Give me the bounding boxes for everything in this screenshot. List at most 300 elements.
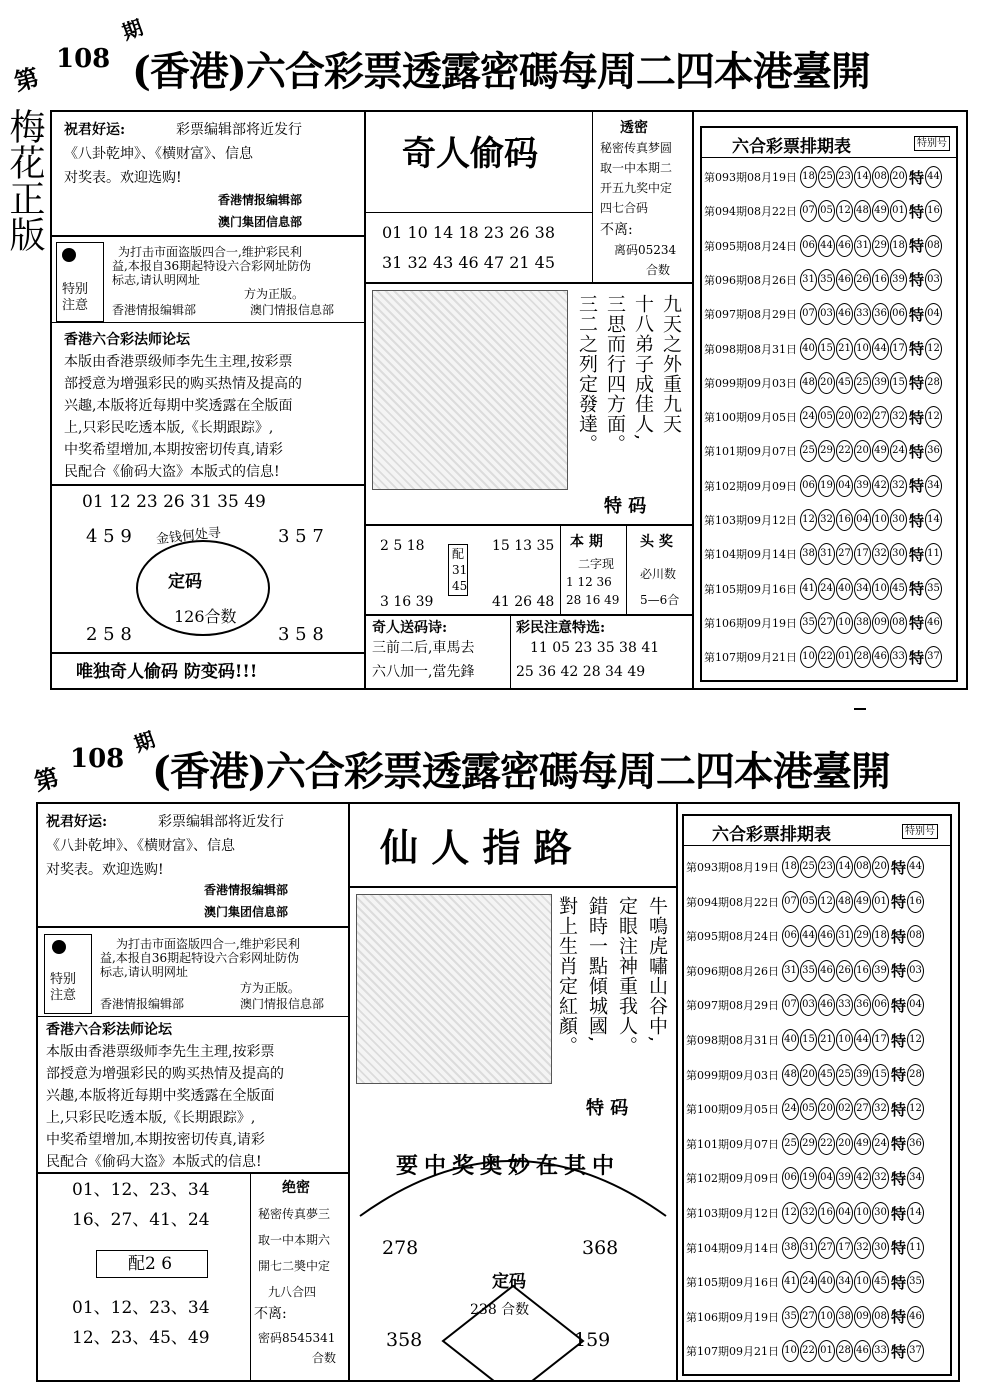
number-ball: 46 [818, 994, 835, 1016]
secret-line-4: 四七合码 [600, 201, 649, 215]
schedule-row-label: 第099期09月03日 [686, 1068, 779, 1082]
special-label: 特 [891, 927, 907, 946]
special-ball: 03 [925, 269, 942, 291]
special-label: 特 [909, 511, 925, 530]
schedule-row-label: 第101期09月07日 [704, 445, 797, 459]
number-ball: 06 [800, 475, 817, 497]
diamond-top-left: 278 [382, 1237, 419, 1259]
special-ball: 08 [925, 235, 942, 257]
number-ball: 29 [872, 235, 889, 257]
greeting-title-bottom: 祝君好运: [46, 814, 108, 830]
special-label: 特 [909, 305, 925, 324]
number-ball: 16 [836, 509, 853, 531]
number-ball: 15 [800, 1029, 817, 1051]
number-ball: 07 [782, 994, 799, 1016]
number-ball: 49 [872, 440, 889, 462]
greeting-sign-1: 香港情报编辑部 [218, 193, 303, 207]
divider [560, 526, 561, 614]
number-ball: 04 [818, 1167, 835, 1189]
oval-arc-label: 金钱何处寻 [155, 525, 222, 548]
diamond-center: 定码 [492, 1272, 526, 1292]
number-ball: 31 [836, 925, 853, 947]
number-ball: 20 [836, 1133, 853, 1155]
schedule-row-label: 第096期08月26日 [704, 273, 797, 287]
oval-bottom-left: 2 5 8 [86, 624, 132, 645]
special-ball: 12 [907, 1098, 924, 1120]
number-ball: 41 [800, 578, 817, 600]
number-ball: 05 [818, 200, 835, 222]
number-ball: 39 [890, 269, 907, 291]
left-pei: 配2 6 [128, 1254, 173, 1274]
schedule-row [686, 956, 950, 986]
schedule-rows-bottom [686, 852, 950, 1376]
divider [52, 484, 364, 486]
divider [38, 1172, 348, 1174]
greeting-title: 祝君好运: [64, 122, 126, 138]
number-ball: 26 [854, 269, 871, 291]
bottom-issue-prefix: 第 [31, 762, 62, 797]
schedule-row-label: 第100期09月05日 [704, 411, 797, 425]
number-ball: 32 [854, 1237, 871, 1259]
number-ball: 04 [836, 1202, 853, 1224]
divider [250, 1174, 251, 1380]
number-ball: 27 [800, 1306, 817, 1328]
number-ball: 36 [872, 303, 889, 325]
number-ball: 46 [854, 1340, 871, 1362]
divider [366, 212, 592, 213]
number-ball: 27 [818, 1237, 835, 1259]
number-ball: 05 [818, 406, 835, 428]
number-ball: 46 [836, 235, 853, 257]
greeting-body-2: 《八卦乾坤》、《横财富》、信息 [64, 146, 253, 162]
number-ball: 33 [836, 994, 853, 1016]
schedule-row [704, 334, 956, 364]
poem-col-3: 三思而行四方面。 [604, 294, 626, 454]
number-ball: 17 [854, 543, 871, 565]
special-label: 特 [891, 858, 907, 877]
number-ball: 31 [782, 960, 799, 982]
schedule-row [686, 1302, 950, 1332]
special-label: 特 [909, 614, 925, 633]
number-ball: 29 [800, 1133, 817, 1155]
number-ball: 29 [818, 440, 835, 462]
number-ball: 24 [782, 1098, 799, 1120]
schedule-row [686, 990, 950, 1020]
number-ball: 38 [854, 612, 871, 634]
number-ball: 22 [800, 1340, 817, 1362]
special-ball: 34 [907, 1167, 924, 1189]
special-ball: 08 [907, 925, 924, 947]
secret-line-7: 合数 [646, 263, 671, 277]
special-label: 特 [909, 477, 925, 496]
special-label: 特 [909, 340, 925, 358]
left-nums-2: 16、27、41、24 [72, 1210, 210, 1230]
number-ball: 40 [782, 1029, 799, 1051]
number-ball: 20 [872, 856, 889, 878]
number-ball: 48 [836, 891, 853, 913]
schedule-row [686, 1025, 950, 1055]
left-nums-4: 12、23、45、49 [72, 1328, 210, 1348]
number-ball: 06 [872, 994, 889, 1016]
number-ball: 24 [800, 406, 817, 428]
special-label: 特 [891, 1031, 907, 1050]
bottom-poem-col-2: 定眼注神重我人。 [616, 896, 638, 1056]
number-ball: 49 [854, 891, 871, 913]
number-ball: 32 [872, 1098, 889, 1120]
number-ball: 19 [800, 1167, 817, 1189]
schedule-row [686, 1060, 950, 1090]
diamond-bottom-left: 358 [386, 1329, 423, 1351]
special-label: 特 [891, 893, 907, 912]
number-ball: 25 [800, 856, 817, 878]
secret-line-1-bottom: 秘密传真夢三 [258, 1207, 331, 1221]
number-ball: 36 [854, 994, 871, 1016]
special-ball: 35 [925, 578, 942, 600]
diamond-bottom-right: 159 [574, 1329, 611, 1351]
number-ball: 33 [890, 646, 907, 668]
divider [626, 526, 627, 614]
number-ball: 33 [854, 303, 871, 325]
mark [854, 708, 866, 710]
special-label: 特 [891, 996, 907, 1015]
schedule-row [704, 505, 956, 535]
secret-line-5: 不离: [600, 222, 633, 238]
schedule-row [704, 231, 956, 261]
slogan: 唯独奇人偷码 防变码!!! [76, 662, 258, 682]
pei-mid-2: 31 [452, 563, 468, 577]
number-ball: 08 [872, 1306, 889, 1328]
special-ball: 11 [925, 543, 942, 565]
forum-line-6-bottom: 民配合《偷码大盗》本版式的信息! [46, 1154, 262, 1170]
oval-center: 定码 [168, 572, 202, 592]
schedule-row [704, 162, 956, 192]
number-ball: 19 [818, 475, 835, 497]
benqi-line-1: 二字现 [578, 557, 615, 571]
caimin-title: 彩民注意特选: [516, 620, 606, 636]
number-ball: 07 [800, 303, 817, 325]
left-nums-1: 01、12、23、34 [72, 1180, 210, 1200]
notice-line-2-bottom: 益,本报自36期起特设六合彩网址防伪 [100, 951, 300, 965]
pei-box [448, 544, 468, 596]
special-ball: 16 [925, 200, 942, 222]
number-ball: 23 [818, 856, 835, 878]
pei-bottom: 3 16 39 [380, 594, 434, 610]
number-ball: 26 [836, 960, 853, 982]
schedule-row-label: 第106期09月19日 [704, 616, 797, 630]
benqi-line-2: 1 12 36 [566, 575, 612, 589]
special-label: 特 [891, 1135, 907, 1154]
schedule-row-label: 第097期08月29日 [686, 999, 779, 1013]
special-label: 特 [909, 442, 925, 461]
number-ball: 24 [800, 1271, 817, 1293]
schedule-row-label: 第098期08月31日 [704, 342, 797, 356]
schedule-row [686, 1094, 950, 1124]
bottom-poem-col-3: 錯時一點傾城國, [586, 896, 608, 1044]
number-ball: 21 [836, 338, 853, 360]
notice-line-1-bottom: 为打击市面盗版四合一,维护彩民利 [116, 937, 300, 951]
schedule-row [704, 402, 956, 432]
schedule-row-label: 第096期08月26日 [686, 964, 779, 978]
pei-top: 2 5 18 [380, 538, 425, 554]
secret-line-6: 离码05234 [614, 243, 677, 257]
number-ball: 39 [854, 1064, 871, 1086]
schedule-row-label: 第104期09月14日 [686, 1241, 779, 1255]
number-ball: 17 [890, 338, 907, 360]
bottom-poem-col-4: 對上生肖定紅顏。 [556, 896, 578, 1056]
number-ball: 44 [854, 1029, 871, 1051]
special-label: 特 [891, 1066, 907, 1085]
number-ball: 18 [890, 235, 907, 257]
special-label: 特 [909, 545, 925, 564]
caimin-line-1: 11 05 23 35 38 41 [530, 640, 660, 656]
number-ball: 04 [854, 509, 871, 531]
number-ball: 39 [854, 475, 871, 497]
forum-line-4-bottom: 上,只彩民吃透本版,《长期跟踪》, [46, 1110, 256, 1126]
forum-line-6: 民配合《偷码大盗》本版式的信息! [64, 464, 280, 480]
special-ball: 44 [907, 856, 924, 878]
number-ball: 39 [836, 1167, 853, 1189]
top-headline: (香港)六合彩票透露密碼每周二四本港臺開 [132, 48, 870, 95]
number-ball: 10 [854, 1271, 871, 1293]
schedule-rows-top [704, 162, 956, 682]
secret-title: 透密 [620, 120, 648, 136]
top-issue-number: 108 [56, 44, 111, 74]
number-ball: 12 [782, 1202, 799, 1224]
divider [510, 616, 511, 688]
divider [38, 926, 348, 928]
number-ball: 35 [818, 269, 835, 291]
notice-sign-1: 香港情报编辑部 [112, 303, 197, 317]
bottom-issue-number: 108 [70, 744, 125, 774]
number-ball: 20 [854, 440, 871, 462]
number-ball: 25 [800, 440, 817, 462]
number-ball: 08 [872, 166, 889, 188]
bottom-tema: 特 码 [586, 1098, 629, 1119]
number-ball: 30 [872, 1237, 889, 1259]
number-ball: 40 [836, 578, 853, 600]
number-ball: 48 [854, 200, 871, 222]
poem2-line-2: 六八加一,當先鋒 [372, 664, 475, 680]
number-ball: 27 [818, 612, 835, 634]
secret-line-2: 取一中本期二 [600, 161, 673, 175]
number-ball: 06 [890, 303, 907, 325]
number-ball: 23 [836, 166, 853, 188]
special-ball: 36 [907, 1133, 924, 1155]
greeting-body-2-bottom: 《八卦乾坤》、《横财富》、信息 [46, 838, 235, 854]
number-ball: 01 [872, 891, 889, 913]
secret-line-6-bottom: 密码8545341 [258, 1331, 336, 1345]
notice-line-3: 标志,请认明网址 [112, 273, 200, 287]
schedule-row-label: 第103期09月12日 [704, 514, 797, 527]
number-ball: 17 [872, 1029, 889, 1051]
schedule-row-label: 第097期08月29日 [704, 308, 797, 322]
number-ball: 16 [818, 1202, 835, 1224]
schedule-row-label: 第102期09月09日 [686, 1172, 779, 1186]
schedule-row-label: 第095期08月24日 [704, 239, 797, 253]
number-ball: 39 [872, 960, 889, 982]
schedule-header-bottom [684, 816, 950, 846]
number-ball: 10 [854, 1202, 871, 1224]
special-ball: 04 [907, 994, 924, 1016]
secret-line-3-bottom: 開七二奬中定 [258, 1259, 331, 1273]
divider [676, 804, 678, 1380]
number-ball: 10 [836, 1029, 853, 1051]
number-ball: 05 [800, 1098, 817, 1120]
oval-sub: 126合数 [174, 607, 237, 626]
benqi-title: 本 期 [570, 534, 603, 550]
mid-numbers-1: 01 10 14 18 23 26 38 [382, 223, 556, 242]
schedule-row-label: 第104期09月14日 [704, 548, 797, 562]
schedule-row [704, 265, 956, 295]
tema-label: 特 码 [604, 496, 647, 517]
forum-line-3: 兴趣,本版将近每期中奖透露在全版面 [64, 398, 293, 414]
number-ball: 18 [782, 856, 799, 878]
number-ball: 20 [818, 1098, 835, 1120]
number-ball: 22 [818, 646, 835, 668]
schedule-row-label: 第093期08月19日 [704, 171, 797, 184]
number-ball: 42 [872, 475, 889, 497]
schedule-row [704, 196, 956, 226]
bottom-headline: (香港)六合彩票透露密碼每周二四本港臺開 [152, 748, 890, 795]
bottom-poem-col-1: 牛鳴虎嘯山谷中, [646, 896, 668, 1044]
schedule-tag: 特别号 [914, 136, 950, 151]
number-ball: 35 [800, 960, 817, 982]
special-ball: 12 [925, 406, 942, 428]
number-ball: 45 [836, 372, 853, 394]
notice-sign-2-bottom: 澳门情报信息部 [240, 997, 325, 1011]
number-ball: 29 [854, 925, 871, 947]
number-ball: 18 [872, 925, 889, 947]
toujiang-title: 头 奖 [640, 534, 673, 550]
schedule-row-label: 第103期09月12日 [686, 1207, 779, 1220]
top-issue-suffix: 期 [119, 15, 147, 45]
number-ball: 24 [872, 1133, 889, 1155]
number-ball: 45 [872, 1271, 889, 1293]
top-issue-prefix: 第 [11, 62, 42, 97]
schedule-row [704, 368, 956, 398]
number-ball: 15 [890, 372, 907, 394]
notice-label: 特别注意 [62, 282, 89, 313]
special-label: 特 [891, 1342, 907, 1361]
toujiang-line-1: 必川数 [640, 567, 677, 581]
number-ball: 25 [836, 1064, 853, 1086]
number-ball: 38 [836, 1306, 853, 1328]
side-stamp: 梅花正版 [4, 108, 45, 252]
oval-top-left: 4 5 9 [86, 526, 132, 547]
schedule-row-label: 第106期09月19日 [686, 1310, 779, 1324]
divider [38, 1016, 348, 1017]
number-ball: 35 [782, 1306, 799, 1328]
number-ball: 09 [854, 1306, 871, 1328]
divider [592, 112, 593, 284]
number-ball: 31 [854, 235, 871, 257]
number-ball: 45 [818, 1064, 835, 1086]
oval-bottom-right: 3 5 8 [278, 624, 324, 645]
schedule-row-label: 第093期08月19日 [686, 861, 779, 874]
forum-title-bottom: 香港六合彩法师论坛 [46, 1022, 172, 1038]
schedule-row [686, 1233, 950, 1263]
schedule-tag-bottom: 特别号 [902, 824, 938, 839]
special-ball: 14 [925, 509, 942, 531]
rider-illustration [356, 894, 552, 1084]
number-ball: 01 [818, 1340, 835, 1362]
schedule-row-label: 第095期08月24日 [686, 930, 779, 944]
number-ball: 46 [818, 960, 835, 982]
number-ball: 06 [782, 925, 799, 947]
special-label: 特 [909, 408, 925, 427]
mid-numbers-2: 31 32 43 46 47 21 45 [382, 253, 556, 272]
schedule-row [704, 299, 956, 329]
divider [52, 322, 364, 323]
number-ball: 10 [872, 509, 889, 531]
special-label: 特 [909, 168, 925, 187]
notice-line-2: 益,本报自36期起特设六合彩网址防伪 [112, 259, 312, 273]
number-ball: 25 [782, 1133, 799, 1155]
schedule-header [702, 128, 956, 158]
number-ball: 34 [854, 578, 871, 600]
number-ball: 46 [836, 303, 853, 325]
number-ball: 32 [800, 1202, 817, 1224]
schedule-row-label: 第107期09月21日 [704, 651, 797, 665]
schedule-row-label: 第099期09月03日 [704, 376, 797, 390]
number-ball: 34 [836, 1271, 853, 1293]
special-ball: 28 [925, 372, 942, 394]
number-ball: 15 [818, 338, 835, 360]
number-ball: 40 [818, 1271, 835, 1293]
poem-col-4: 三二之列定發達。 [576, 294, 598, 454]
schedule-row [686, 852, 950, 882]
number-ball: 24 [818, 578, 835, 600]
number-ball: 02 [854, 406, 871, 428]
number-ball: 10 [800, 646, 817, 668]
special-label: 特 [891, 962, 907, 981]
bottom-issue-suffix: 期 [131, 727, 159, 757]
arc-text: 要中奖奥妙在其中 [396, 1153, 621, 1179]
number-ball: 20 [818, 372, 835, 394]
number-ball: 07 [800, 200, 817, 222]
number-ball: 10 [854, 338, 871, 360]
schedule-row [686, 1336, 950, 1366]
schedule-row [704, 574, 956, 604]
number-ball: 30 [872, 1202, 889, 1224]
schedule-row [686, 1267, 950, 1297]
divider [350, 886, 676, 888]
schedule-row [704, 471, 956, 501]
number-ball: 44 [818, 235, 835, 257]
number-ball: 40 [800, 338, 817, 360]
number-ball: 21 [818, 1029, 835, 1051]
poem2-title: 奇人送码诗: [372, 620, 448, 636]
greeting-body-3-bottom: 对奖表。欢迎选购! [46, 862, 164, 878]
schedule-row [686, 1198, 950, 1228]
number-ball: 08 [854, 856, 871, 878]
number-ball: 17 [836, 1237, 853, 1259]
number-ball: 46 [818, 925, 835, 947]
special-ball: 37 [925, 646, 942, 668]
secret-line-7-bottom: 合数 [312, 1351, 337, 1365]
forum-line-2-bottom: 部授意为增强彩民的购买热情及提高的 [46, 1066, 284, 1082]
secret-line-1: 秘密传真梦圆 [600, 141, 673, 155]
number-ball: 22 [818, 1133, 835, 1155]
greeting-body-3: 对奖表。欢迎选购! [64, 170, 182, 186]
greeting-sign-2: 澳门集团信息部 [218, 215, 303, 229]
number-ball: 49 [872, 200, 889, 222]
number-ball: 01 [836, 646, 853, 668]
schedule-row-label: 第107期09月21日 [686, 1345, 779, 1359]
greeting-body-1: 彩票编辑部将近发行 [176, 122, 302, 138]
schedule-row-label: 第094期08月22日 [686, 895, 779, 909]
number-ball: 15 [872, 1064, 889, 1086]
